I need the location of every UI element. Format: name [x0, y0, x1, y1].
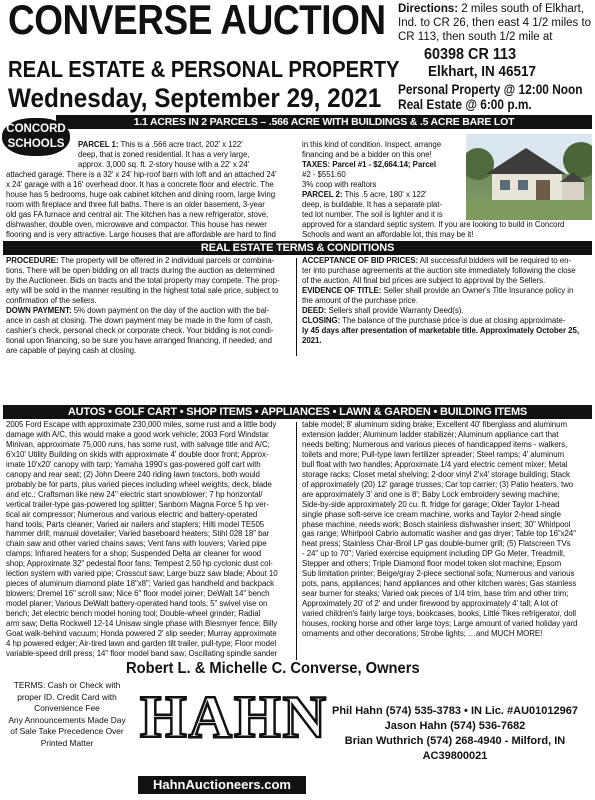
address-street: 60398 CR 113	[424, 46, 517, 63]
auction-date: Wednesday, September 29, 2021	[8, 83, 382, 113]
hahn-logo	[134, 680, 328, 798]
time-personal-property: Personal Property @ 12:00 Noon	[398, 82, 583, 97]
time-real-estate: Real Estate @ 6:00 p.m.	[398, 97, 532, 112]
contact-license: AC39800021	[422, 750, 488, 762]
items-bar: AUTOS • GOLF CART • SHOP ITEMS • APPLIANCES • LAWN & GARDEN • BUILDING ITEMS	[3, 405, 592, 419]
footer-terms: TERMS: Cash or Check with proper ID. Credit Card with Convenience Fee Any Announcements Made Day of Sale Take Precedence Over Printed Matter	[8, 680, 126, 748]
contact-jason: Jason Hahn (574) 536-7682	[384, 720, 526, 732]
house-illustration	[466, 134, 592, 220]
auction-subtitle: REAL ESTATE & PERSONAL PROPERTY	[8, 56, 400, 82]
contact-brian: Brian Wuthrich (574) 268-4940 - Milford, IN	[344, 735, 566, 747]
auction-title: CONVERSE AUCTION	[8, 0, 386, 43]
footer-contacts	[318, 704, 592, 764]
address-city: Elkhart, IN 46517	[428, 63, 537, 80]
parcel-1-label: PARCEL 1:	[78, 140, 119, 149]
badge-line-2: SCHOOLS	[7, 138, 65, 150]
hahn-logo-word: HAHN	[140, 684, 328, 750]
items-divider	[296, 422, 297, 660]
items-left: 2005 Ford Escape with approximate 230,000 miles, some rust and a little body damage with A/C, this would make a good work vehicle; 2003 Ford Windstar Minivan, approximate 75,000 runs, has some rust, with salvage title and A/C; 6'x10' Utility Building on skids with approximate 4' double door front; Approx- imate 10'x20' canopy with tarp; Yamaha 1990's gas-powered golf cart with canopy and rear seat; (2) John Deere 240 riding lawn tractors, both would probably be for parts, plus varied pieces including wheel weights, deck, blade and etc.; Craftsman like new 24" electric start snowblower; 7 hp horizontal/ vertical trailer-type gas-powered log splitter; Sanborn Magna Force 5 hp ver- tical air compressor; Numerous and various electric and battery-operated hand tools; Parts cleaner; Varied air nailers and staplers; Hilti model TE505 hammer drill; manual dovetailer; Varied baseboard heaters; Stihl 028 18" bar chain saw and other varied chains saws; Vent fans with louvers; Varied pipe clamps; Infrared heaters for a shop; Suspended Delta air cleaner for wood shop; Approximate 32" pedestal floor fans; Tempest 2.50 hp cyclonic dust col- lection system with varied pipe; Crosscut saw; Large buzz saw blade; About 10 pieces of aluminum diamond plate 18"x8"; Varied gas handheld and backpack blowers; Dremel 16" scroll saw; Nice 6" floor model joiner; DeWalt 14" bench model planer; Various DeWalt battery-operated hand tools; 5" swivel vise on bench; Jet electric bench model honing tool; Double-wheel grinder; Radial arm saw; Delta Rockwell 12-14 Unisaw single phase with Biesmyer fence; Billy Goat walk-behind vacuum; Honda powered 2' slip seeder; Murray approximate 4 hp powered edger; Air-tired lawn and garden tilt trailer, pull-type; Floor model variable-speed drill press; 14" floor model band saw; Oscillating spindle sander	[6, 420, 278, 658]
owners-line: Robert L. & Michelle C. Converse, Owners	[126, 660, 420, 677]
terms-left: PROCEDURE: The property will be offered in 2 individual parcels or combina- tions. There will be open bidding on all tracts during the auction as determined by the Auctioneer. Bids on tracts and the total property may compete. The prop- erty will be sold in the manner resulting in the highest total sale price, subject to confirmation of the sellers. DOWN PAYMENT: 5% down payment on the day of the auction with the bal- ance in cash at closing. The down payment may be made in the form of cash, cashier's check, personal check or corporate check. Your bidding is not condi- tional upon financing, so be sure you have arranged financing, if needed, and are capable of paying cash at closing.	[6, 256, 280, 355]
directions-label: Directions:	[398, 3, 459, 15]
items-right: table model; 8' aluminum siding brake; Excellent 40' fiberglass and aluminum extension ladder; Aluminum ladder stabilizer; Aluminum appliance cart that needs belting; Numerous and various pieces of handicapped items - walkers, toilets and more; Pull-type lawn fertilizer spreader; Steel ramps; 4' aluminum bull float with two handles; Approximate 1/4 yard electric cement mixer; Metal storage racks; Closet metal shelving; 2-door vinyl 2'x4' storage building; Stack of approximately (20) 12' garage trusses; Car top carrier; (3) Patio heaters, two are approximately 3' and one is 8'; Baby Lock embroidery sewing machine; Side-by-side approximately 20 cu. ft. fridge for garage; Older Taylor 1-head single phase soft-serve ice cream machine, works and Taylor 2-head single phase machine, needs work; Bosch stainless dishwasher insert; 30" Whirlpool gas range; Whirlpool Cabrio automatic washer and gas dryer; Table top 16"x24" heat press; Stainless Char-Broil LP gas double-burner grill; (5) Flatscreen TVs - 24" up to 70"; Varied exercise equipment including DP Go Meter, Treadmill, Stepper and others; Triple Diamond floor model token slot machine; Epsom Sub limitation printer; Beige/gray 2-piece sectional sofa; Numerous and various pots, pans, appliances; hand appliances and other kitchen wares; Gas stainless sear burner for steaks; Varied oak pieces of 1/4 trim, base trim and other trim; Approximately 20' of 2' and under firewood by approximately 4' tall; A lot of varied children's fairly large toys, bookcases, books, Little Tikes refrigerator, doll houses, rocking horse and other large toys; Large amount of varied holiday yard ornaments and other decorations; Strobe lights; …and MUCH MORE!	[302, 420, 578, 639]
parcel-1-text: PARCEL 1: This is a .566 acre tract, 202' x 122' deep, that is zoned residential. It has a very large, approx. 3,000 sq. ft. 2-story house with a 22' x 24' attached garage. There is a 32' x 24' hip-roof barn with loft and an attached 24' x 24' garage with a 16' overhead door. It has a concrete floor and electric. The house has 5 bedrooms, huge oak cabinet kitchen and dining room, large living room with fireplace and three full baths. There is an older basement, 3-year old gas FA furnace and central air. The kitchen has a new refrigerator, stove, dishwasher, double oven, microwave and compactor. This house has newer flooring and is very attractive. Large houses that are affordable are hard to find	[6, 140, 277, 239]
directions-block	[398, 2, 592, 44]
terms-bar: REAL ESTATE TERMS & CONDITIONS	[3, 241, 592, 255]
badge-line-1: CONCORD	[6, 123, 66, 135]
directions-text: 2 miles south of Elkhart, Ind. to CR 26, then east 4 1/2 miles to CR 113, then south 1/2 mile at	[398, 3, 592, 43]
terms-right: ACCEPTANCE OF BID PRICES: All successful bidders will be required to en- ter into purchase agreements at the auction site immediately following the close of the auction. All final bid prices are subject to approval by the Sellers. EVIDENCE OF TITLE: Seller shall provide an Owner's Title Insurance policy in the amount of the purchase price. DEED: Sellers shall provide Warranty Deed(s). CLOSING: The balance of the purchase price is due at closing approximate- ly 45 days after presentation of marketable title. Approximately October 25, 2021.	[302, 256, 579, 345]
house-photo	[466, 134, 592, 220]
parcel-right-text: in this kind of condition. Inspect, arrange financing and be a bidder on this one! TAXES: Parcel #1 - $2,664.14; Parcel #2 - $551.60 3% coop with realtors PARCEL 2: This .5 acre, 180' x 122' deep, is buildable. It has a separate plat- ted lot number. The soil is lighter and it is approved for a standard septic system. If you are looking to build in Concord Schools and want an affordable lot, this may be it!	[302, 140, 565, 239]
parcels-bar: 1.1 ACRES IN 2 PARCELS – .566 ACRE WITH BUILDINGS & .5 ACRE BARE LOT	[56, 115, 592, 129]
contact-phil: Phil Hahn (574) 535-3783 • IN Lic. #AU01012967	[332, 705, 578, 717]
hahn-logo-url: HahnAuctioneers.com	[138, 776, 306, 794]
terms-divider	[296, 258, 297, 356]
